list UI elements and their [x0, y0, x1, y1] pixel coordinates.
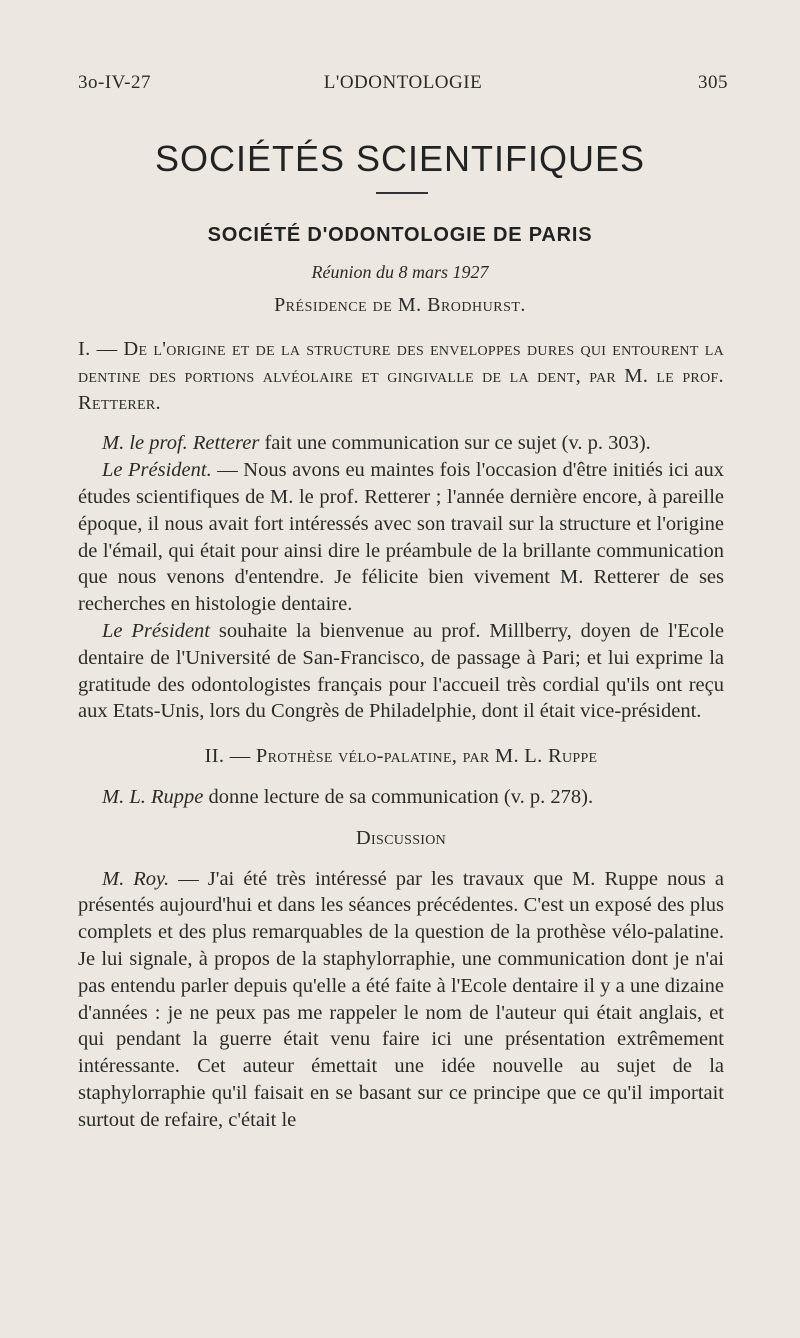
article-body [78, 336, 724, 1134]
header-date: 3o-IV-27 [78, 72, 151, 93]
title-divider [376, 192, 428, 194]
paragraph [78, 618, 724, 725]
section-2-heading: II. — Prothèse vélo-palatine, par M. L. Ruppe [204, 745, 598, 768]
paragraph-text: — J'ai été très intéressé par les travaux que M. Ruppe nous a présentés aujourd'hui et dans les séances précédentes. C'est un exposé des plus complets et des plus remarquables de la question de la prothèse vélo-palatine. Je lui signale, à propos de la staphylorraphie, une communication dont je n'ai pas entendu parler depuis qu'elle a été faite à l'Ecole dentaire il y a une dizaine d'années : je ne peux pas me rappeler le nom de l'auteur qui était anglais, et qui pendant la guerre était venu faire ici une présentation extrêmement intéressante. Cet auteur émettait une idée nouvelle au sujet de la staphylorraphie qu'il faisait en se basant sur ce principe que ce qu'il importait surtout de refaire, c'était le [78, 867, 724, 1131]
speaker-name: M. le prof. Retterer [102, 432, 260, 455]
paragraph-text: souhaite la bienvenue au prof. Millberry, doyen de l'Ecole dentaire de l'Université de San-Francisco, de passage à Pari; et lui exprime la gratitude des odontologistes français pour l'accueil très cordial qu'ils ont reçu aux Etats-Unis, lors du Congrès de Philadelphie, dont il était vice-président. [78, 619, 724, 723]
paragraph [78, 457, 724, 618]
header-page-number: 305 [698, 72, 728, 93]
paragraph-text: fait une communication sur ce sujet (v. p. 303). [259, 432, 651, 455]
paragraph-text: donne lecture de sa communication (v. p. 278). [203, 785, 594, 808]
presidence-line: Présidence de M. Brodhurst. [274, 294, 526, 316]
discussion-heading: Discussion [355, 826, 447, 849]
paragraph-text: — Nous avons eu maintes fois l'occasion d'être initiés ici aux études scientifiques de M. le prof. Retterer ; l'année dernière encore, à pareille époque, il nous avait fort intéressés avec son travail sur la structure et l'origine de l'émail, qui était pour ainsi dire le préambule de la brillante communication que nous venons d'entendre. Je félicite bien vivement M. Retterer de ses recherches en histologie dentaire. [78, 459, 724, 616]
header-journal: L'ODONTOLOGIE [323, 72, 483, 93]
paragraph [78, 866, 724, 1134]
speaker-name: Le Président [102, 619, 210, 642]
speaker-name: M. Roy. [102, 867, 170, 890]
page-title: SOCIÉTÉS SCIENTIFIQUES [154, 138, 646, 179]
running-header [78, 72, 728, 102]
society-heading: SOCIÉTÉ D'ODONTOLOGIE DE PARIS [207, 224, 593, 246]
paragraph [78, 784, 724, 811]
meeting-date: Réunion du 8 mars 1927 [311, 262, 489, 282]
speaker-name: Le Président. [102, 459, 212, 482]
paragraph [78, 430, 724, 457]
speaker-name: M. L. Ruppe [102, 785, 204, 808]
section-1-heading: I. — De l'origine et de la structure des enveloppes dures qui entourent la dentine des portions alvéolaire et gingivalle de la dent, par M. le prof. Retterer. [78, 338, 724, 414]
